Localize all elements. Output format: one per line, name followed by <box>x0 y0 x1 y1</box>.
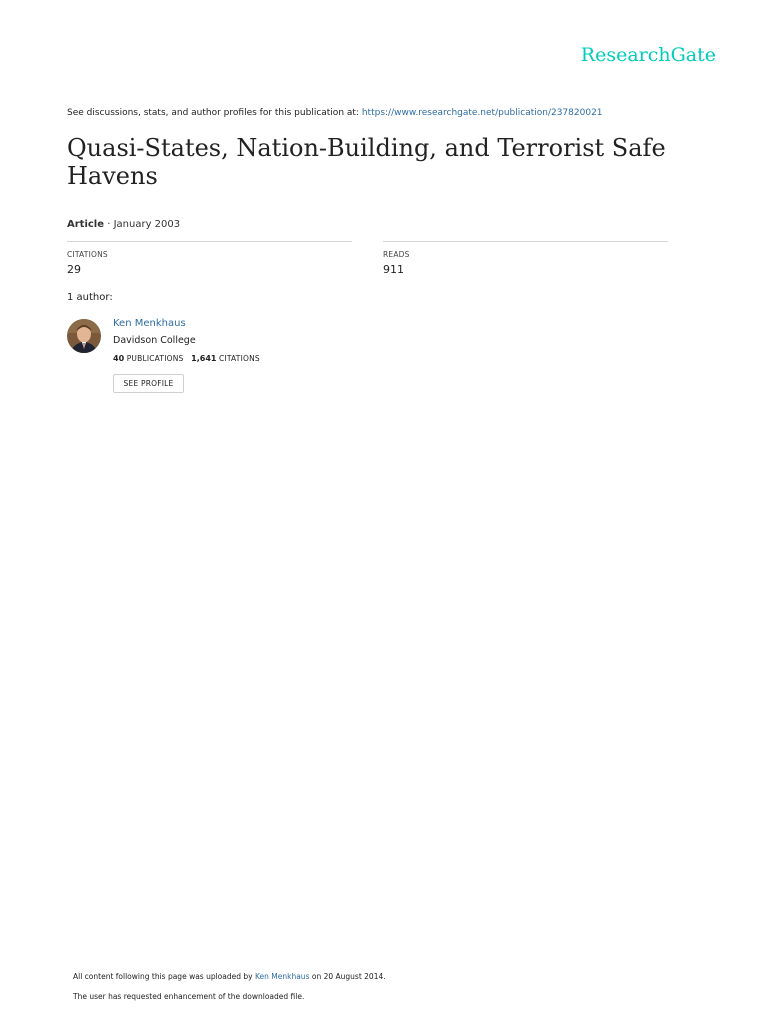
reads-label: READS <box>383 250 410 259</box>
researchgate-logo[interactable]: ResearchGate <box>580 44 716 66</box>
meta-separator: · <box>107 219 111 230</box>
upload-suffix: on 20 August 2014. <box>311 972 386 981</box>
author-stats <box>113 354 260 363</box>
see-profile-button[interactable]: SEE PROFILE <box>113 374 184 393</box>
reads-value: 911 <box>383 263 404 276</box>
divider-left <box>67 241 352 242</box>
author-avatar[interactable] <box>67 319 101 353</box>
enhancement-note: The user has requested enhancement of the downloaded file. <box>73 992 305 1001</box>
authors-heading: 1 author: <box>67 292 113 303</box>
discussion-line <box>67 108 603 118</box>
publication-title: Quasi-States, Nation-Building, and Terrorist Safe Havens <box>67 134 666 190</box>
publication-date: January 2003 <box>113 219 181 230</box>
author-name-link[interactable]: Ken Menkhaus <box>113 318 186 329</box>
publication-url-link[interactable]: https://www.researchgate.net/publication/237820021 <box>361 108 603 118</box>
author-institution: Davidson College <box>113 335 196 346</box>
citations-label: CITATIONS <box>67 250 108 259</box>
publication-meta <box>67 219 180 230</box>
divider-right <box>383 241 668 242</box>
citations-value: 29 <box>67 263 81 276</box>
author-citations-count: 1,641 <box>191 354 217 363</box>
uploader-link[interactable]: Ken Menkhaus <box>254 972 310 981</box>
upload-notice <box>73 972 386 981</box>
publication-type: Article <box>67 219 105 230</box>
author-publications-count: 40 <box>113 354 125 363</box>
author-publications-label: PUBLICATIONS <box>126 354 184 363</box>
author-citations-label: CITATIONS <box>219 354 260 363</box>
discussion-text: See discussions, stats, and author profiles for this publication at: <box>67 108 359 118</box>
upload-prefix: All content following this page was uploaded by <box>73 972 253 981</box>
